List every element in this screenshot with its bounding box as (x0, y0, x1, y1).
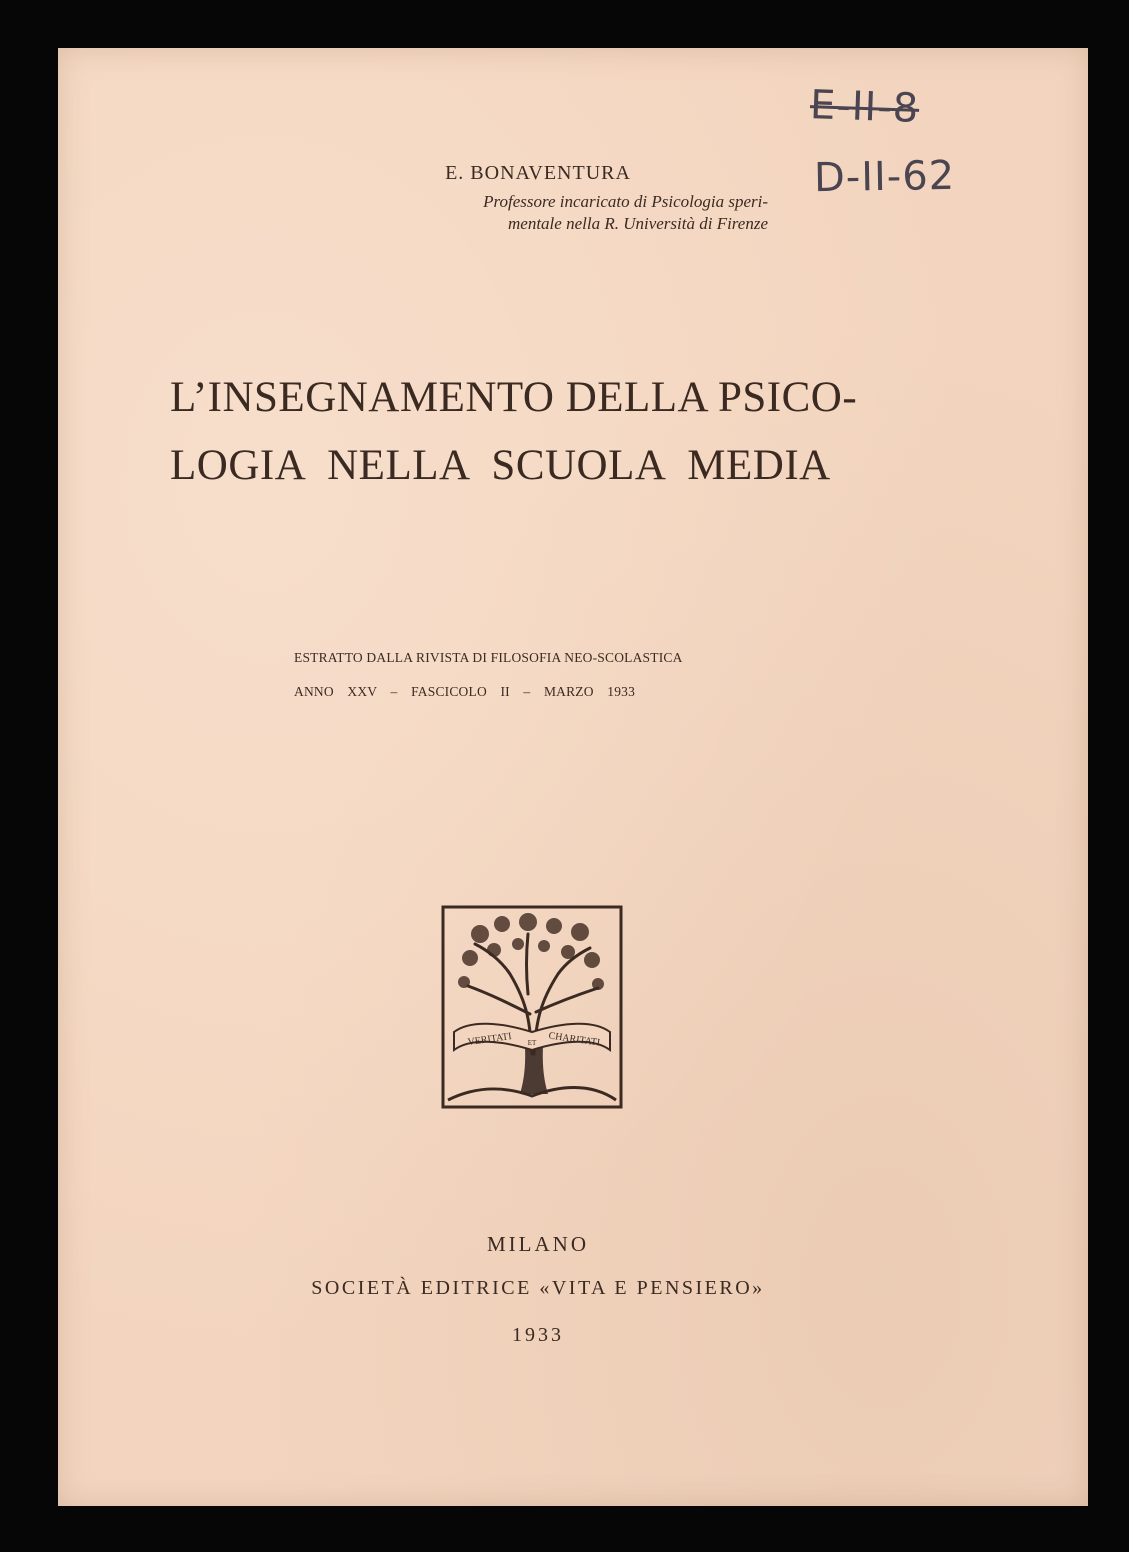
document-page (58, 48, 1088, 1506)
title-line1: L’INSEGNAMENTO DELLA PSICO- (170, 374, 858, 421)
author-role-line1: Professore incaricato di Psicologia speri- (483, 192, 768, 211)
title-line2: LOGIA NELLA SCUOLA MEDIA (170, 442, 831, 489)
imprint-block (208, 1232, 868, 1347)
author-name: E. BONAVENTURA (445, 162, 631, 184)
document-title (170, 364, 890, 500)
imprint-year: 1933 (512, 1324, 564, 1346)
imprint-publisher: SOCIETÀ EDITRICE «VITA E PENSIERO» (311, 1277, 765, 1299)
emblem-motto-mid: ET (527, 1039, 537, 1047)
extract-line2: ANNO XXV – FASCICOLO II – MARZO 1933 (294, 684, 636, 699)
author-role-line2: mentale nella R. Università di Firenze (508, 214, 768, 233)
new-shelfmark: D-II-62 (813, 152, 956, 202)
emblem-motto-right: CHARITATI (547, 1030, 601, 1049)
emblem-motto-left: VERITATI (467, 1031, 513, 1049)
imprint-city: MILANO (487, 1232, 589, 1256)
publisher-tree-emblem (440, 904, 624, 1110)
extract-note (294, 648, 764, 702)
author-block (308, 162, 768, 235)
extract-line1: ESTRATTO DALLA RIVISTA DI FILOSOFIA NEO-SCOLASTICA (294, 650, 683, 665)
old-shelfmark: E-II-8 (809, 82, 920, 132)
